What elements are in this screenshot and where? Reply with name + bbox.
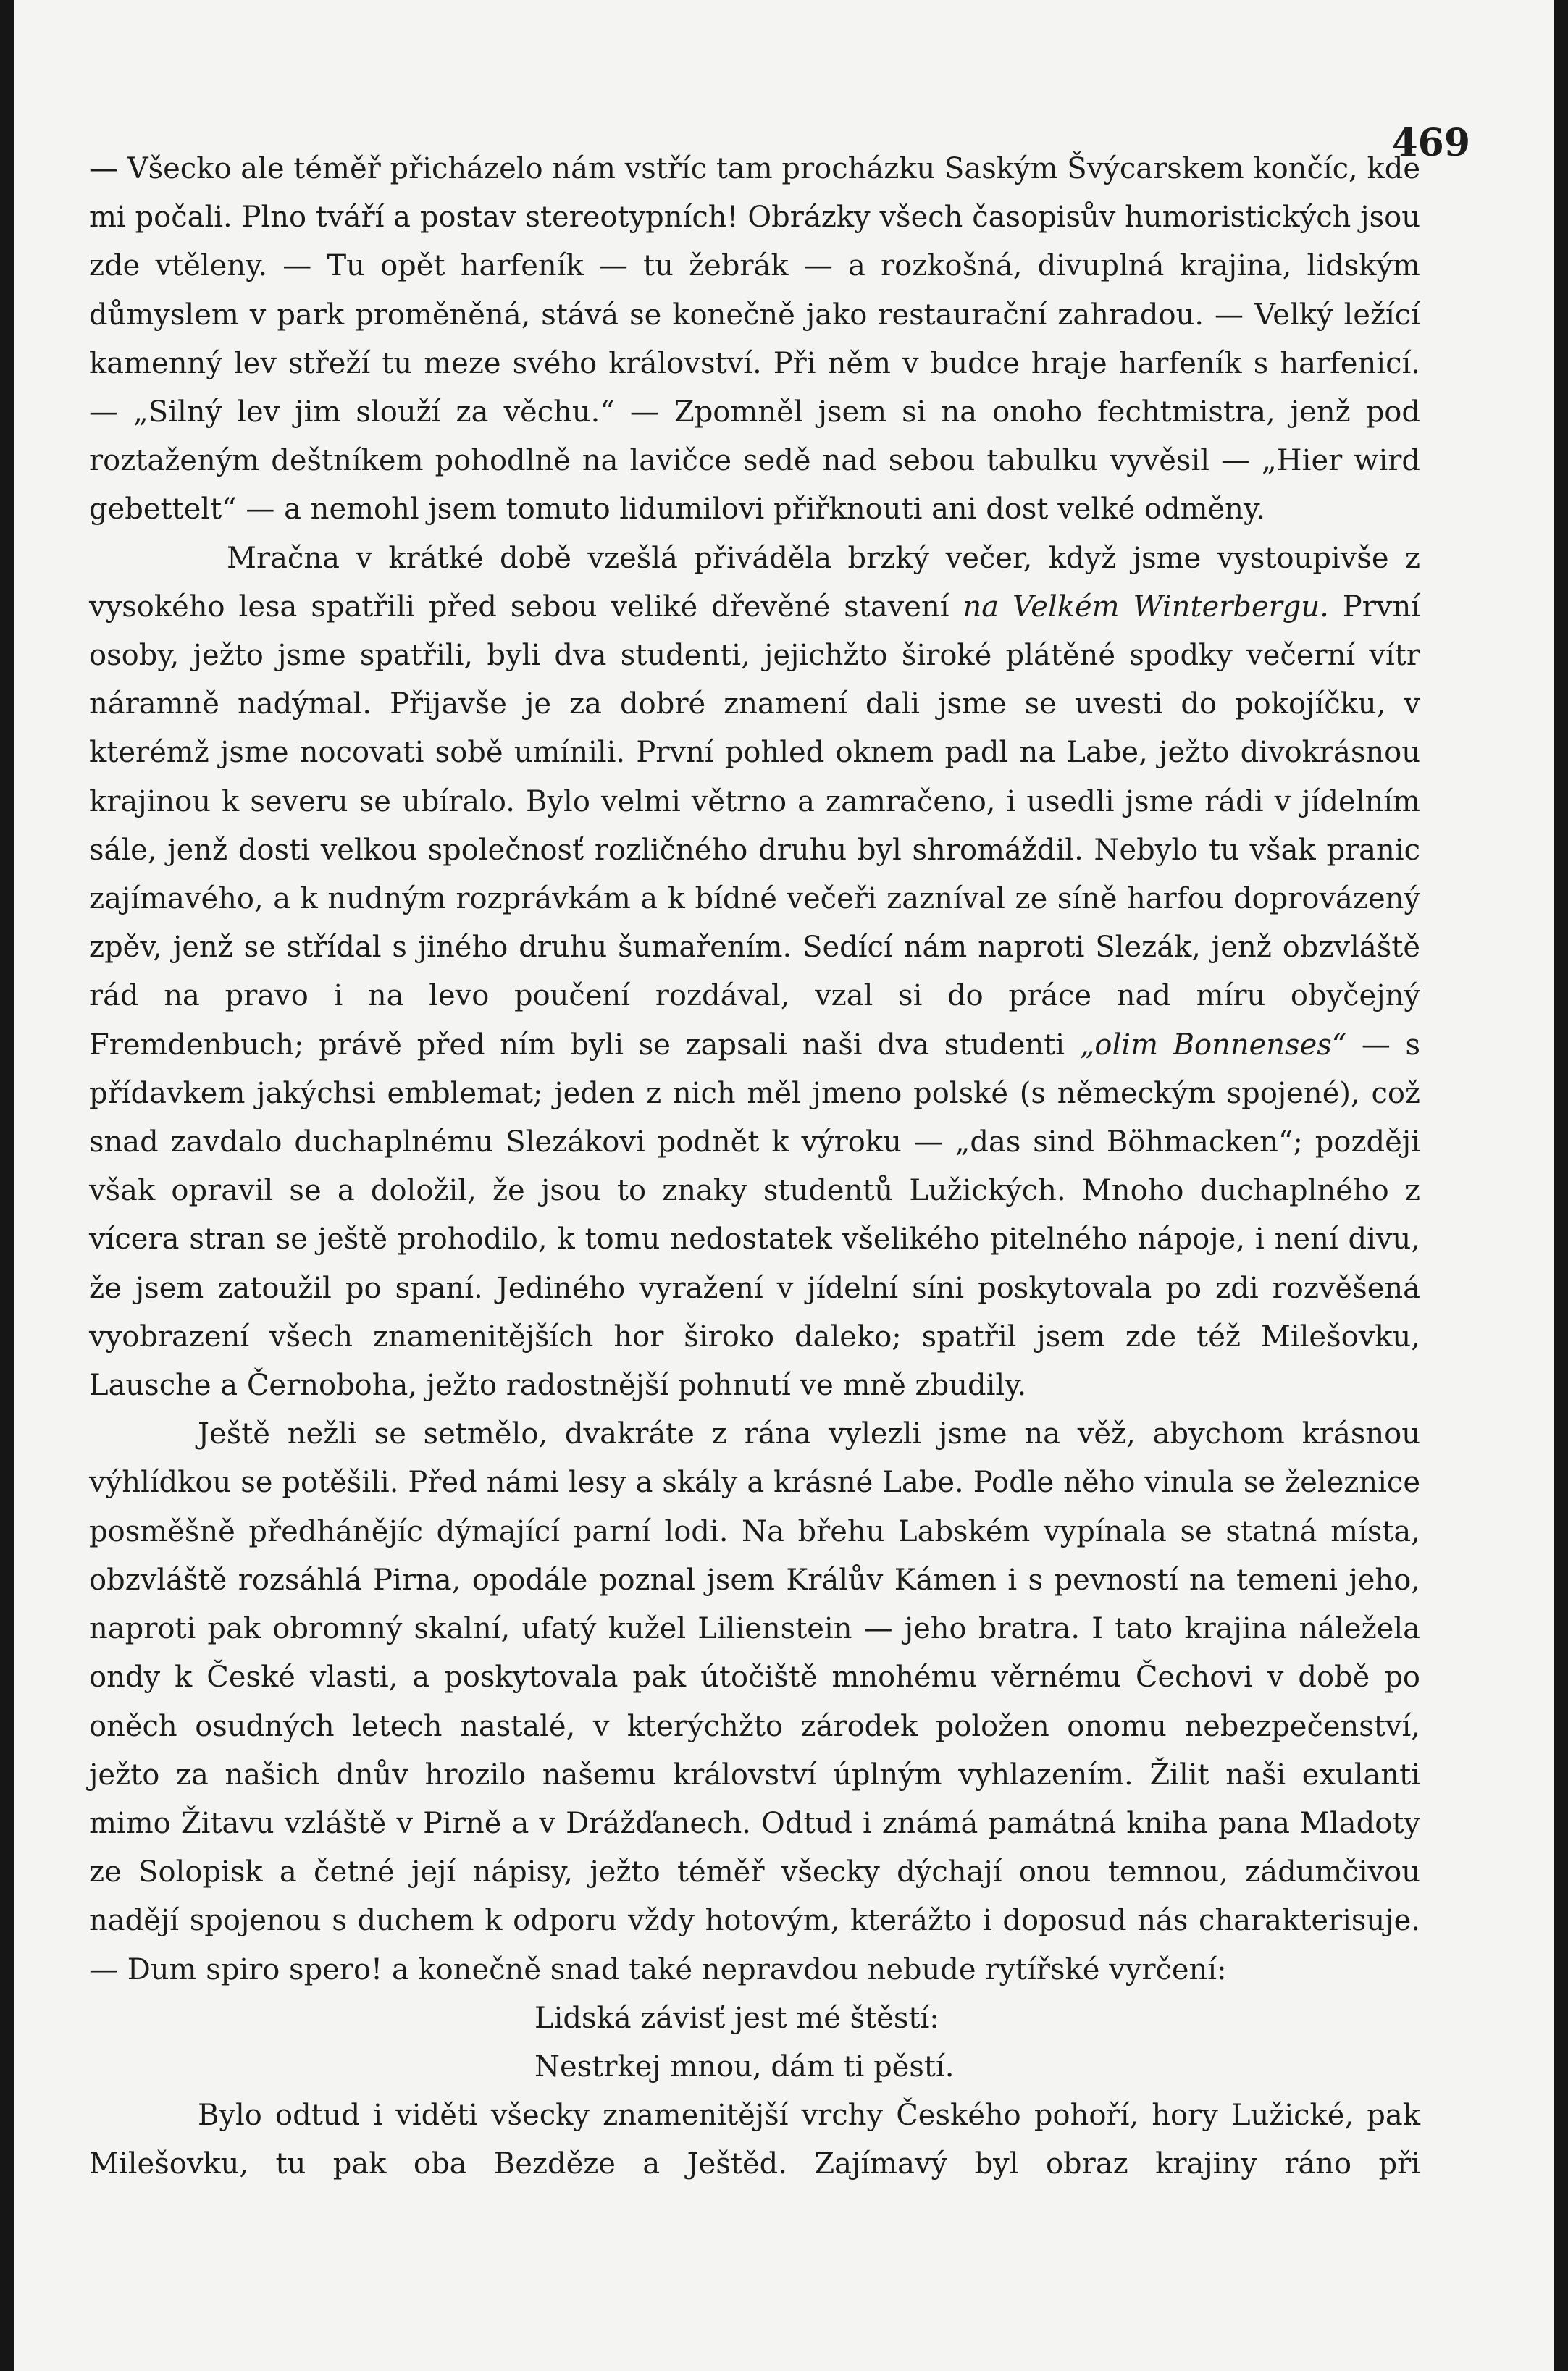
paragraph-2-part-3: — s přídavkem jakýchsi emblemat; jeden z nich měl jmeno polské (s německým spojené), což snad zavdalo duchaplnému Slezákovi podnět k výroku — „das sind Böhmacken“; později však opravil se a doložil, že jsou to znaky studentů Lužických. Mnoho duchaplného z vícera stran se ještě prohodilo, k tomu nedostatek všelikého pitelného nápoje, i není divu, že jsem zatoužil po spaní. Jediného vyražení v jídelní síni poskytovala po zdi rozvěšená vyobrazení všech znamenitějších hor široko daleko; spatřil jsem zde též Milešovku, Lausche a Černoboha, ježto radostnější pohnutí ve mně zbudily. xyxy=(89,1028,1420,1403)
verse-line-1: Lidská závisť jest mé štěstí: xyxy=(534,2001,939,2035)
place-name-italic: na Velkém Winterbergu. xyxy=(963,589,1329,624)
paragraph-2 xyxy=(89,534,1420,1411)
paragraph-3: Ještě nežli se setmělo, dvakráte z rána vylezli jsme na věž, abychom krásnou výhlídkou se potěšili. Před námi lesy a skály a krásné Labe. Podle něho vinula se železnice posměšně předhánějíc dýmající parní lodi. Na břehu Labském vypínala se statná místa, obzvláště rozsáhlá Pirna, opodále poznal jsem Králův Kámen i s pevností na temeni jeho, naproti pak obromný skalní, ufatý kužel Lilienstein — jeho bratra. I tato krajina náležela ondy k České vlasti, a poskytovala pak útočiště mnohému věrnému Čechovi v době po oněch osudných letech nastalé, v kterýchžto zárodek položen onomu nebezpečenství, ježto za našich dnův hrozilo našemu království úplným vyhlazením. Žilit naši exulanti mimo Žitavu vzláště v Pirně a v Drážďanech. Odtud i známá památná kniha pana Mladoty ze Solopisk a četné její nápisy, ježto téměř všecky dýchají onou temnou, zádumčivou nadějí spojenou s duchem k odporu vždy hotovým, kterážto i doposud nás charakterisuje. — Dum spiro spero! a konečně snad také nepravdou nebude rytířské vyrčení: xyxy=(89,1417,1420,1986)
book-page xyxy=(14,0,1554,2371)
paragraph-4: Bylo odtud i viděti všecky znamenitější vrchy Českého pohoří, hory Lužické, pak Milešovku, tu pak oba Bezděze a Ještěd. Zajímavý byl obraz krajiny ráno při xyxy=(89,2099,1420,2181)
paragraph-2-part-1: Mračna v krátké době vzešlá přiváděla brzký večer, když jsme vystoupivše z vysokého lesa spatřili před sebou veliké dřevěné stavení xyxy=(89,541,1420,624)
latin-phrase-italic: „olim Bonnenses“ xyxy=(1079,1028,1347,1062)
verse-line-2: Nestrkej mnou, dám ti pěstí. xyxy=(534,2049,955,2083)
paragraph-1: — Všecko ale téměř přicházelo nám vstříc tam procházku Saským Švýcarskem končíc, kde mi počali. Plno tváří a postav stereotypních! Obrázky všech časopisův humoristických jsou zde vtěleny. — Tu opět harfeník — tu žebrák — a rozkošná, divuplná krajina, lidským důmyslem v park proměněná, stává se konečně jako restaurační zahradou. — Velký ležící kamenný lev střeží tu meze svého království. Při něm v budce hraje harfeník s harfenicí. — „Silný lev jim slouží za věchu.“ — Zpomněl jsem si na onoho fechtmistra, jenž pod roztaženým deštníkem pohodlně na lavičce sedě nad sebou tabulku vyvěsil — „Hier wird gebettelt“ — a nemohl jsem tomuto lidumilovi přiřknouti ani dost velké odměny. xyxy=(89,152,1420,526)
paragraph-2-part-2: První osoby, ježto jsme spatřili, byli dva studenti, jejichžto široké plátěné spodky večerní vítr náramně nadýmal. Přijavše je za dobré znamení dali jsme se uvesti do pokojíčku, v kterémž jsme nocovati sobě umínili. První pohled oknem padl na Labe, ježto divokrásnou krajinou k severu se ubíralo. Bylo velmi větrno a zamračeno, i usedli jsme rádi v jídelním sále, jenž dosti velkou společnosť rozličného druhu byl shromáždil. Nebylo tu však pranic zajímavého, a k nudným rozprávkám a k bídné večeři zazníval ze síně harfou doprovázený zpěv, jenž se střídal s jiného druhu šumařením. Sedící nám naproti Slezák, jenž obzvláště rád na pravo i na levo poučení rozdával, vzal si do práce nad míru obyčejný Fremdenbuch; právě před ním byli se zapsali naši dva studenti xyxy=(89,589,1420,1062)
body-text xyxy=(89,145,1420,2189)
page-number: 469 xyxy=(1391,121,1470,165)
